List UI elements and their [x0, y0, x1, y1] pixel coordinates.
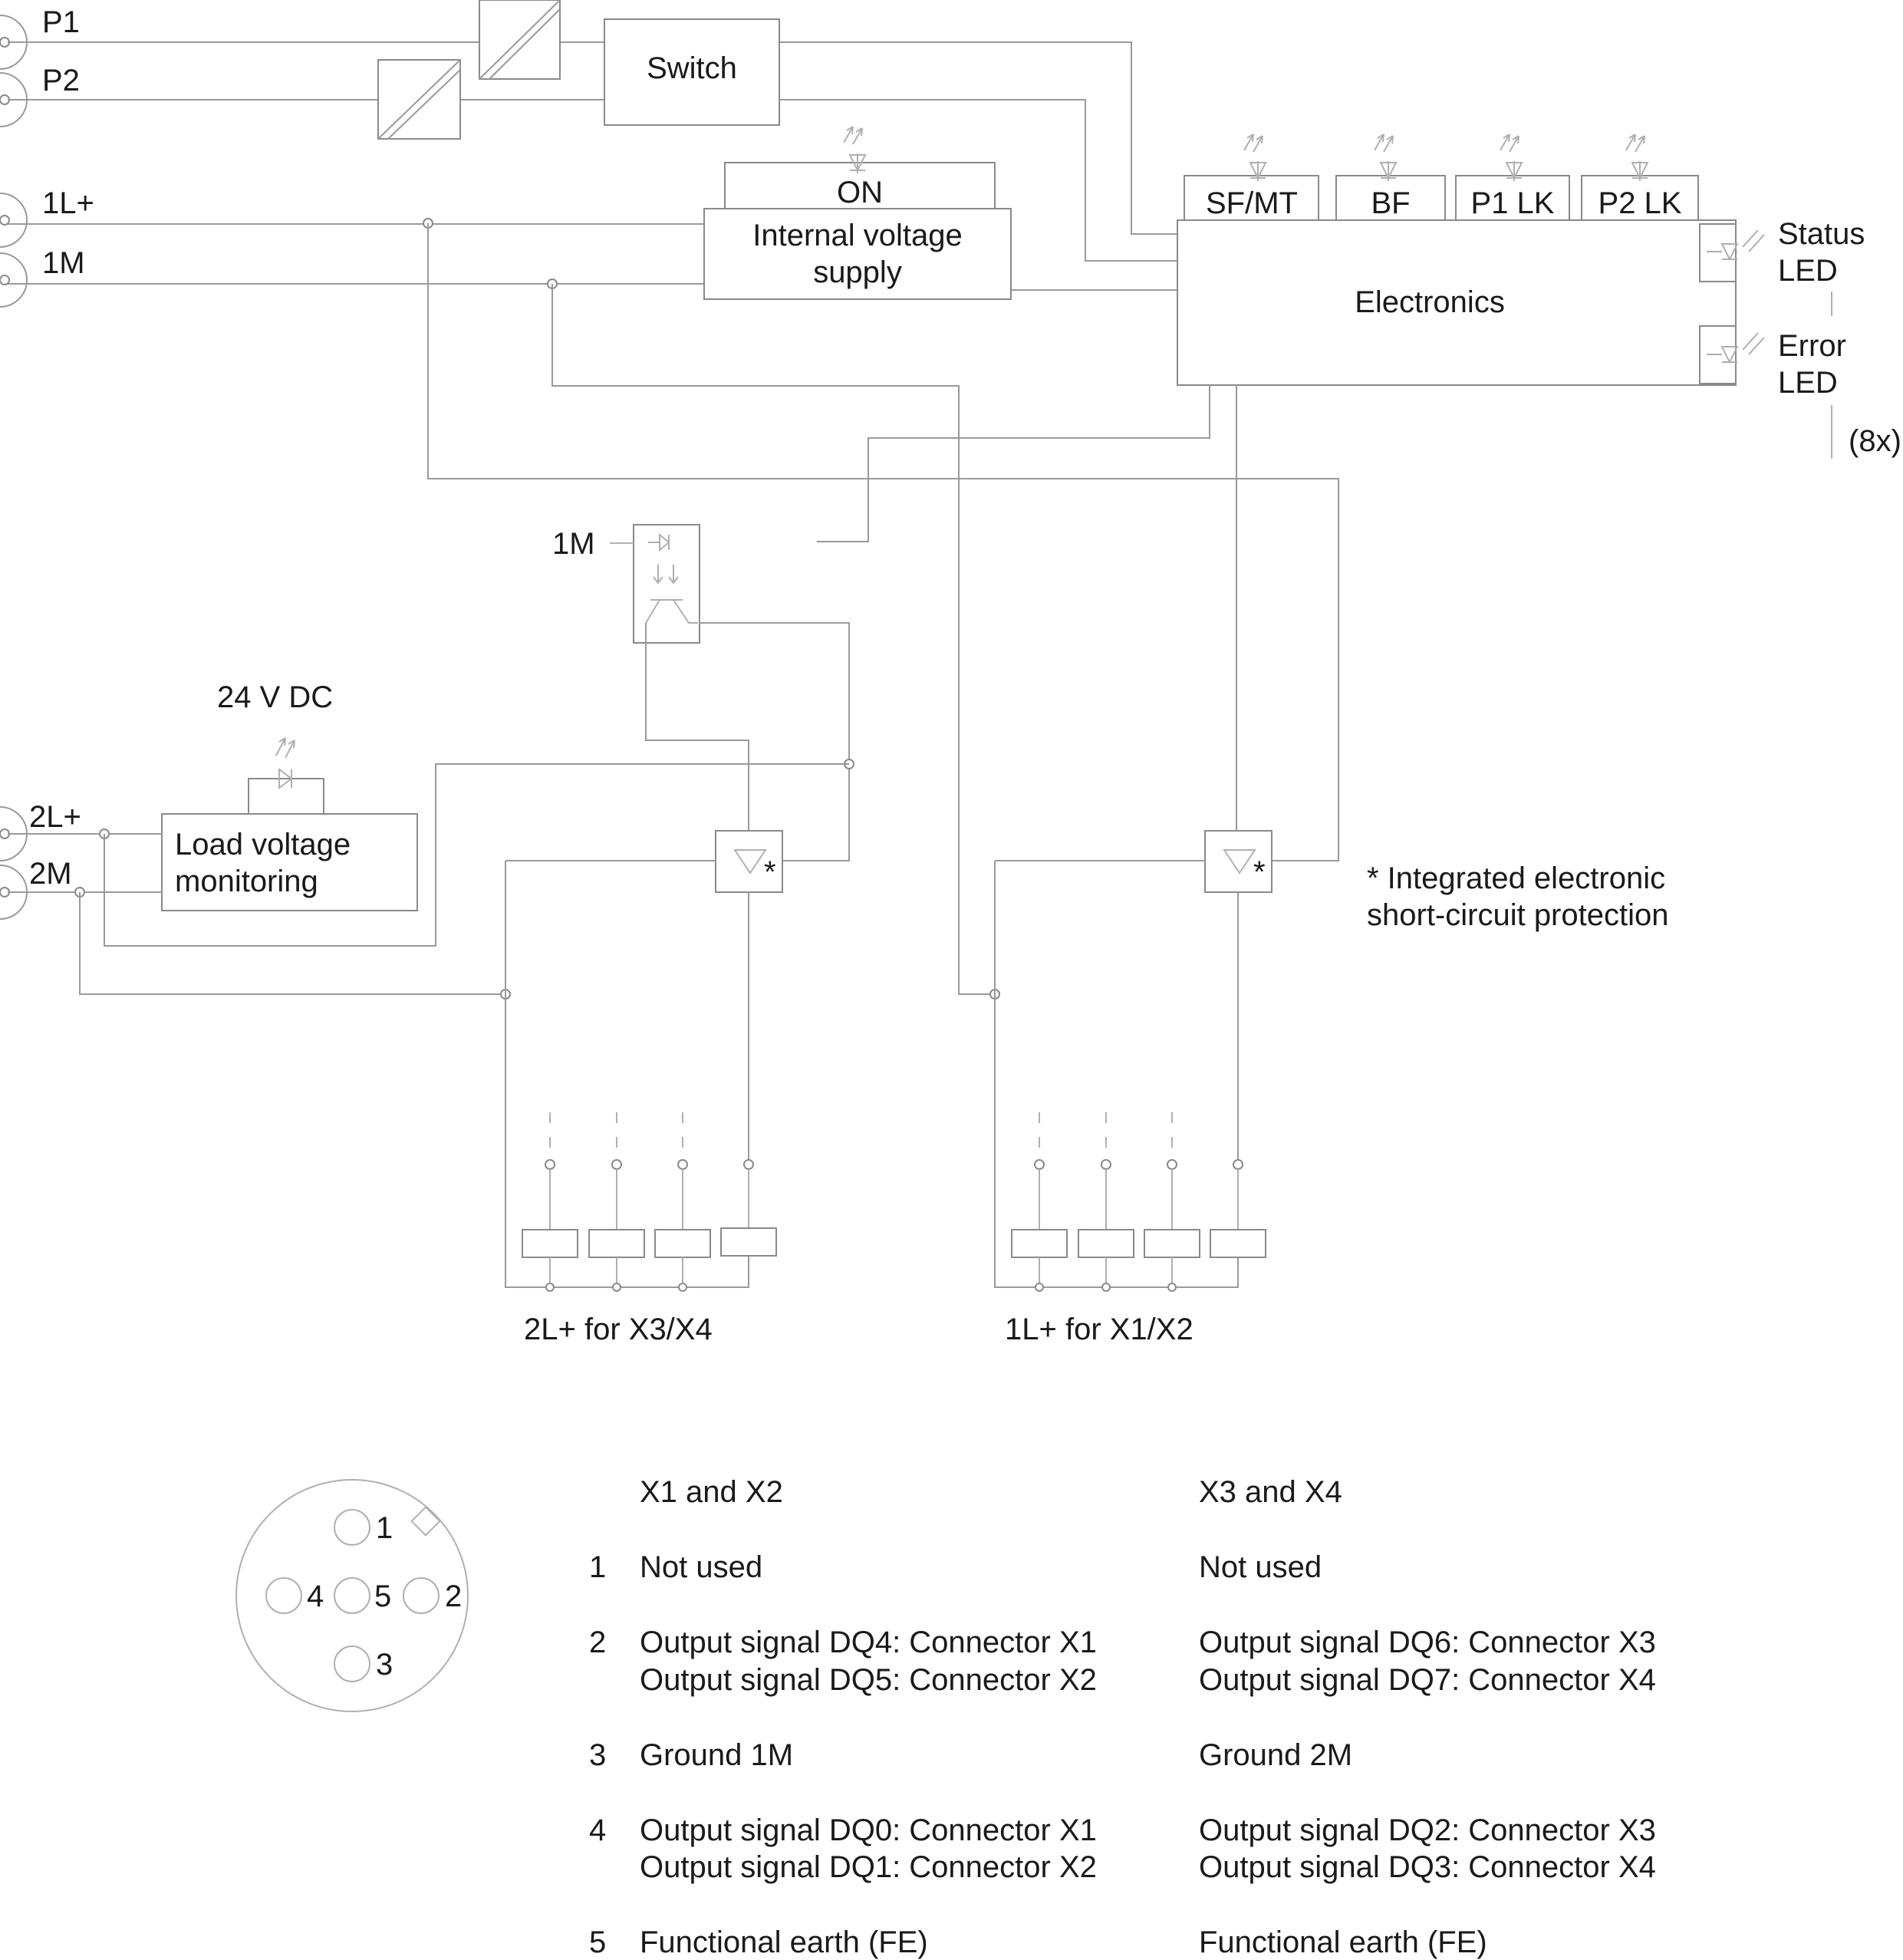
left-group-label: 2L+ for X3/X4 — [524, 1313, 713, 1346]
table-row-3-pin: 3 — [589, 1738, 607, 1772]
m12-connector-face — [236, 1480, 468, 1711]
error-led-label-1: Error — [1778, 329, 1846, 363]
table-row-5-x34: Functional earth (FE) — [1199, 1925, 1487, 1959]
switch-label: Switch — [647, 51, 737, 85]
coding-key-icon — [412, 1507, 440, 1536]
sf-mt-led-icon — [1244, 134, 1266, 181]
face-pin-2: 2 — [445, 1580, 463, 1613]
electronics-label: Electronics — [1355, 285, 1505, 319]
port-label-p1: P1 — [42, 5, 80, 39]
p1-lk-led-icon — [1500, 134, 1522, 181]
table-row-1-pin: 1 — [589, 1550, 607, 1584]
status-led-label-1: Status — [1778, 217, 1865, 251]
led-label-sf-mt: SF/MT — [1206, 186, 1298, 220]
table-row-4-x12-b: Output signal DQ1: Connector X2 — [640, 1850, 1097, 1884]
face-pin-3: 3 — [376, 1648, 393, 1682]
table-row-3-x12: Ground 1M — [640, 1738, 794, 1772]
p2-lk-led-icon — [1626, 134, 1648, 181]
right-connector-2 — [1078, 1112, 1134, 1291]
table-row-3-x34: Ground 2M — [1199, 1738, 1353, 1772]
table-row-2-x12-a: Output signal DQ4: Connector X1 — [640, 1626, 1097, 1659]
pin-2-hole — [403, 1578, 439, 1613]
pinout-table — [589, 1475, 1656, 1959]
error-led-box — [1700, 326, 1764, 384]
port-label-1l: 1L+ — [42, 186, 94, 220]
table-row-4-x12-a: Output signal DQ0: Connector X1 — [640, 1813, 1097, 1847]
optocoupler-block — [634, 525, 700, 643]
load-led-icon — [249, 738, 324, 814]
face-pin-1: 1 — [376, 1511, 393, 1545]
right-connector-3 — [1144, 1112, 1200, 1291]
face-pin-4: 4 — [307, 1580, 324, 1613]
table-row-5-x12: Functional earth (FE) — [640, 1925, 928, 1959]
port-label-1m: 1M — [42, 246, 85, 280]
table-row-4-x34-a: Output signal DQ2: Connector X3 — [1199, 1813, 1656, 1847]
terminal-1m — [0, 253, 27, 307]
led-label-p1-lk: P1 LK — [1470, 186, 1555, 220]
status-led-label-2: LED — [1778, 254, 1838, 288]
table-row-4-pin: 4 — [589, 1813, 607, 1847]
table-row-2-pin: 2 — [589, 1626, 607, 1659]
on-label: ON — [837, 176, 883, 209]
table-row-2-x12-b: Output signal DQ5: Connector X2 — [640, 1663, 1097, 1697]
right-protection-star: * — [1253, 855, 1266, 889]
bf-led-icon — [1375, 134, 1396, 181]
load-monitor-label-2: monitoring — [175, 865, 318, 898]
table-header-x3-x4: X3 and X4 — [1199, 1475, 1342, 1509]
left-ground-rail — [505, 861, 749, 1287]
led-label-p2-lk: P2 LK — [1598, 186, 1682, 220]
load-monitor-label-1: Load voltage — [175, 828, 351, 861]
protection-note-1: * Integrated electronic — [1367, 861, 1666, 895]
status-led-box — [1700, 224, 1764, 282]
port-label-2l: 2L+ — [29, 800, 81, 834]
led-count-label: (8x) — [1849, 424, 1901, 458]
dc-label: 24 V DC — [217, 680, 334, 714]
left-connector-3 — [655, 1112, 710, 1291]
right-group-label: 1L+ for X1/X2 — [1005, 1313, 1193, 1346]
internal-supply-label-2: supply — [813, 255, 902, 289]
port-label-2m: 2M — [29, 857, 72, 891]
p1-line — [8, 42, 1177, 234]
face-pin-5: 5 — [374, 1580, 392, 1613]
left-protection-star: * — [764, 855, 776, 889]
led-label-bf: BF — [1371, 186, 1411, 220]
electronics-to-optocoupler — [817, 385, 1210, 542]
transceiver-p1-icon — [479, 0, 560, 79]
pin-1-hole — [334, 1510, 370, 1545]
left-connector-1 — [522, 1112, 578, 1291]
right-ground-rail — [995, 861, 1238, 1287]
optocoupler-ground-label: 1M — [552, 527, 595, 561]
pin-4-hole — [266, 1578, 301, 1613]
table-header-x1-x2: X1 and X2 — [640, 1475, 783, 1509]
table-row-5-pin: 5 — [589, 1925, 607, 1959]
table-row-2-x34-b: Output signal DQ7: Connector X4 — [1199, 1663, 1656, 1697]
right-connector-4 — [1210, 1160, 1266, 1257]
table-row-1-x34: Not used — [1199, 1550, 1322, 1584]
table-row-4-x34-b: Output signal DQ3: Connector X4 — [1199, 1850, 1656, 1884]
right-connector-1 — [1012, 1112, 1067, 1291]
table-row-2-x34-a: Output signal DQ6: Connector X3 — [1199, 1626, 1656, 1659]
optocoupler-to-left-group — [646, 623, 749, 831]
pin-5-hole — [334, 1578, 370, 1613]
internal-supply-label-1: Internal voltage — [752, 219, 963, 252]
protection-note-2: short-circuit protection — [1367, 898, 1669, 932]
pin-3-hole — [334, 1646, 370, 1682]
terminal-1l — [0, 193, 27, 247]
left-connector-4 — [721, 1160, 776, 1256]
left-connector-2 — [589, 1112, 644, 1291]
port-label-p2: P2 — [42, 64, 80, 97]
table-row-1-x12: Not used — [640, 1550, 763, 1584]
transceiver-p2-icon — [378, 60, 460, 139]
error-led-label-2: LED — [1778, 366, 1838, 400]
